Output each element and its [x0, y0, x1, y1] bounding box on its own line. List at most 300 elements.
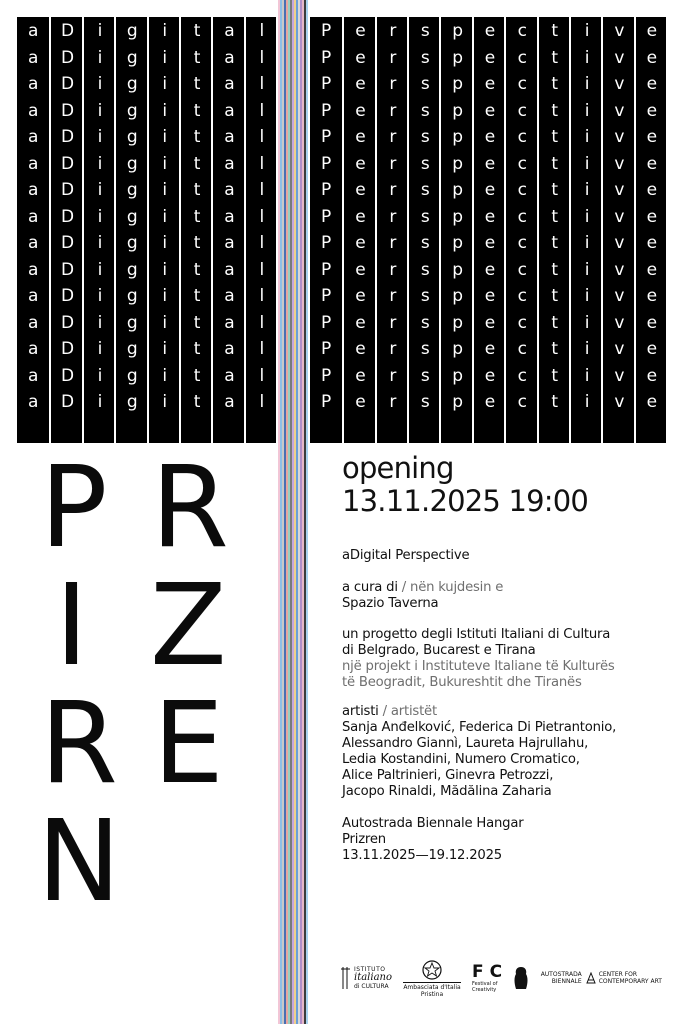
- letter-column: [439, 17, 473, 443]
- letter-cell: a: [224, 100, 235, 121]
- letter-cell: i: [162, 153, 168, 174]
- letter-cell: p: [452, 339, 464, 359]
- letter-cell: l: [259, 365, 265, 386]
- letter-cell: i: [97, 47, 103, 68]
- letter-cell: r: [389, 47, 397, 68]
- letter-cell: t: [551, 392, 559, 412]
- letter-cell: i: [97, 286, 103, 306]
- artists-line: Jacopo Rinaldi, Mădălina Zaharia: [342, 784, 552, 799]
- letter-cell: e: [484, 180, 496, 200]
- letter-cell: p: [452, 365, 464, 386]
- letter-cell: e: [355, 206, 366, 227]
- letter-cell: t: [551, 233, 559, 253]
- letter-cell: v: [614, 365, 625, 386]
- letter-cell: l: [259, 21, 265, 41]
- letter-cell: r: [389, 312, 397, 333]
- letter-cell: e: [646, 233, 658, 253]
- letter-column: [179, 17, 213, 443]
- letter-cell: D: [61, 74, 75, 94]
- venue-name: Autostrada Biennale Hangar: [342, 816, 524, 831]
- letter-cell: p: [452, 180, 464, 200]
- project-line2-sq: të Beogradit, Bukureshtit dhe Tiranës: [342, 675, 582, 690]
- letter-cell: c: [517, 286, 528, 306]
- letter-column: [537, 17, 571, 443]
- letter-cell: t: [551, 180, 559, 200]
- letter-cell: l: [259, 312, 265, 333]
- letter-cell: e: [484, 259, 496, 280]
- letter-cell: l: [259, 392, 265, 412]
- letter-cell: g: [126, 127, 138, 147]
- letter-cell: s: [420, 21, 430, 41]
- letter-cell: v: [614, 259, 625, 280]
- letter-cell: t: [193, 127, 201, 147]
- curator-name: Spazio Taverna: [342, 596, 439, 611]
- letter-cell: P: [321, 365, 332, 386]
- letter-cell: c: [517, 365, 528, 386]
- artists-label-it: artisti: [342, 704, 379, 719]
- letter-cell: v: [614, 153, 625, 174]
- letter-cell: e: [646, 365, 658, 386]
- letter-cell: g: [126, 286, 138, 306]
- letter-cell: e: [484, 339, 496, 359]
- letter-cell: r: [389, 365, 397, 386]
- letter-cell: e: [646, 153, 658, 174]
- letter-column: [114, 17, 148, 443]
- letter-cell: r: [389, 74, 397, 94]
- letter-cell: r: [389, 21, 397, 41]
- letter-cell: e: [646, 21, 658, 41]
- letter-cell: P: [321, 259, 332, 280]
- letter-cell: a: [27, 74, 39, 94]
- curated-label-it: a cura di: [342, 580, 398, 595]
- letter-cell: l: [259, 286, 265, 306]
- letter-cell: t: [193, 392, 201, 412]
- letter-cell: a: [27, 153, 39, 174]
- letter-cell: r: [389, 339, 397, 359]
- letter-cell: t: [193, 21, 201, 41]
- letter-cell: i: [97, 312, 103, 333]
- letter-cell: P: [321, 392, 332, 412]
- letter-cell: p: [452, 47, 464, 68]
- letter-cell: a: [224, 259, 235, 280]
- letter-cell: t: [551, 47, 559, 68]
- letter-cell: i: [162, 74, 168, 94]
- letter-cell: a: [27, 21, 39, 41]
- letter-column: [569, 17, 603, 443]
- letter-column: [17, 17, 49, 443]
- letter-cell: c: [517, 233, 528, 253]
- project-block: [342, 627, 662, 691]
- letter-cell: i: [97, 153, 103, 174]
- letter-cell: a: [224, 286, 235, 306]
- letter-cell: i: [97, 206, 103, 227]
- letter-cell: p: [452, 206, 464, 227]
- letter-cell: P: [321, 21, 332, 41]
- letter-cell: P: [321, 74, 332, 94]
- letter-cell: c: [517, 339, 528, 359]
- letter-cell: r: [389, 392, 397, 412]
- letter-cell: D: [61, 153, 75, 174]
- letter-cell: e: [646, 339, 658, 359]
- letter-cell: e: [355, 286, 366, 306]
- letter-cell: g: [126, 206, 138, 227]
- letter-cell: a: [27, 47, 39, 68]
- letter-cell: i: [584, 259, 590, 280]
- letter-cell: P: [321, 233, 332, 253]
- letter-cell: t: [551, 21, 559, 41]
- letter-cell: r: [389, 153, 397, 174]
- letter-cell: i: [584, 365, 590, 386]
- letter-cell: s: [420, 74, 430, 94]
- letter-cell: t: [193, 153, 201, 174]
- letter-cell: s: [420, 259, 430, 280]
- letter-cell: t: [551, 74, 559, 94]
- letter-cell: i: [162, 312, 168, 333]
- letter-cell: t: [551, 365, 559, 386]
- letter-cell: l: [259, 100, 265, 121]
- letter-cell: i: [584, 74, 590, 94]
- letter-cell: a: [224, 180, 235, 200]
- letter-cell: p: [452, 100, 464, 121]
- letter-cell: p: [452, 312, 464, 333]
- letter-cell: i: [162, 21, 168, 41]
- letter-cell: g: [126, 74, 138, 94]
- letter-cell: e: [355, 100, 366, 121]
- letter-cell: a: [224, 74, 235, 94]
- letter-cell: t: [551, 127, 559, 147]
- letter-cell: s: [420, 206, 430, 227]
- letter-cell: P: [321, 206, 332, 227]
- letter-cell: v: [614, 74, 625, 94]
- letter-cell: i: [584, 233, 590, 253]
- letter-cell: i: [97, 127, 103, 147]
- letter-cell: i: [584, 206, 590, 227]
- letter-cell: v: [614, 392, 625, 412]
- letter-cell: e: [355, 74, 366, 94]
- letter-cell: a: [224, 339, 235, 359]
- letter-cell: t: [193, 233, 201, 253]
- letter-cell: D: [61, 365, 75, 386]
- letter-cell: t: [193, 259, 201, 280]
- letter-cell: e: [484, 153, 496, 174]
- letter-cell: v: [614, 100, 625, 121]
- letter-cell: e: [355, 312, 366, 333]
- letter-cell: l: [259, 180, 265, 200]
- letter-cell: g: [126, 392, 138, 412]
- letter-cell: i: [162, 233, 168, 253]
- letter-cell: s: [420, 153, 430, 174]
- letter-cell: v: [614, 47, 625, 68]
- project-line1-sq: një projekt i Instituteve Italiane të Kulturës: [342, 659, 615, 674]
- letter-cell: c: [517, 127, 528, 147]
- letter-cell: p: [452, 233, 464, 253]
- letter-cell: a: [27, 233, 39, 253]
- letter-cell: l: [259, 206, 265, 227]
- city-letter-r: R: [151, 443, 229, 573]
- letter-cell: t: [193, 365, 201, 386]
- letter-cell: l: [259, 74, 265, 94]
- embassy-logo: Ambasciata d'Italia Pristina: [403, 959, 460, 998]
- letter-cell: e: [355, 153, 366, 174]
- letter-cell: i: [97, 233, 103, 253]
- letter-cell: t: [193, 206, 201, 227]
- letter-cell: g: [126, 153, 138, 174]
- letter-cell: c: [517, 100, 528, 121]
- letter-cell: p: [452, 286, 464, 306]
- opening-datetime: 13.11.2025 19:00: [342, 484, 589, 518]
- figure-silhouette-icon: [513, 965, 529, 991]
- letter-cell: i: [584, 127, 590, 147]
- letter-cell: a: [224, 392, 235, 412]
- letter-column: [601, 17, 635, 443]
- letter-cell: r: [389, 180, 397, 200]
- letter-cell: e: [484, 100, 496, 121]
- letter-cell: g: [126, 259, 138, 280]
- autostrada-logo: AUTOSTRADA BIENNALE CENTER FOR CONTEMPORARY ART: [540, 971, 662, 985]
- letter-cell: i: [162, 392, 168, 412]
- letter-cell: l: [259, 47, 265, 68]
- curated-label-sq: / nën kujdesin e: [397, 580, 504, 595]
- letter-cell: l: [259, 127, 265, 147]
- letter-cell: a: [224, 153, 235, 174]
- letter-cell: i: [584, 47, 590, 68]
- letter-cell: i: [162, 286, 168, 306]
- letter-cell: g: [126, 100, 138, 121]
- letter-cell: i: [162, 339, 168, 359]
- letter-cell: i: [97, 365, 103, 386]
- letter-cell: i: [584, 339, 590, 359]
- letter-cell: l: [259, 259, 265, 280]
- letter-cell: t: [193, 74, 201, 94]
- letter-cell: i: [97, 392, 103, 412]
- city-letter-p: P: [40, 443, 108, 573]
- letter-cell: i: [97, 74, 103, 94]
- letter-cell: s: [420, 392, 430, 412]
- letter-cell: s: [420, 233, 430, 253]
- letter-cell: P: [321, 339, 332, 359]
- iic-logo: ISTITUTO italiano di CULTURA: [340, 965, 392, 991]
- letter-cell: P: [321, 180, 332, 200]
- letter-cell: t: [193, 339, 201, 359]
- letter-cell: i: [97, 339, 103, 359]
- venue-block: [342, 816, 662, 864]
- project-line2-it: di Belgrado, Bucarest e Tirana: [342, 643, 536, 658]
- letter-cell: a: [27, 100, 39, 121]
- letter-cell: t: [551, 100, 559, 121]
- letter-cell: s: [420, 100, 430, 121]
- letter-column: [342, 17, 376, 443]
- letter-cell: g: [126, 47, 138, 68]
- letter-column: [244, 17, 276, 443]
- letter-column: [634, 17, 666, 443]
- letter-cell: D: [61, 259, 75, 280]
- letter-cell: i: [162, 206, 168, 227]
- letter-cell: t: [551, 312, 559, 333]
- letter-cell: e: [646, 206, 658, 227]
- letter-cell: a: [27, 180, 39, 200]
- artists-block: [342, 704, 662, 800]
- city-letter-i: I: [55, 561, 89, 691]
- letter-cell: c: [517, 259, 528, 280]
- letter-cell: a: [224, 206, 235, 227]
- artists-line: Ledia Kostandini, Numero Cromatico,: [342, 752, 580, 767]
- letter-cell: a: [27, 127, 39, 147]
- letter-cell: e: [484, 74, 496, 94]
- letter-cell: p: [452, 21, 464, 41]
- letter-cell: a: [27, 365, 39, 386]
- letter-cell: P: [321, 127, 332, 147]
- letter-cell: p: [452, 259, 464, 280]
- letter-cell: e: [355, 365, 366, 386]
- letter-cell: s: [420, 286, 430, 306]
- letter-cell: s: [420, 180, 430, 200]
- letter-cell: c: [517, 206, 528, 227]
- letter-cell: a: [224, 365, 235, 386]
- letter-cell: e: [355, 180, 366, 200]
- letter-cell: t: [551, 286, 559, 306]
- center-color-stripes: [278, 0, 308, 1024]
- letter-cell: r: [389, 100, 397, 121]
- letter-cell: v: [614, 286, 625, 306]
- letter-column: [49, 17, 83, 443]
- letter-cell: c: [517, 312, 528, 333]
- letter-cell: P: [321, 47, 332, 68]
- letter-cell: t: [193, 47, 201, 68]
- city-letter-n: N: [37, 797, 121, 927]
- letter-column: [407, 17, 441, 443]
- letter-cell: c: [517, 74, 528, 94]
- letter-cell: i: [97, 100, 103, 121]
- letter-cell: l: [259, 339, 265, 359]
- letter-cell: l: [259, 233, 265, 253]
- letter-cell: a: [27, 206, 39, 227]
- letter-cell: e: [646, 286, 658, 306]
- letter-cell: i: [584, 286, 590, 306]
- letter-cell: g: [126, 180, 138, 200]
- letter-cell: e: [646, 259, 658, 280]
- letter-cell: P: [321, 153, 332, 174]
- letter-cell: i: [162, 365, 168, 386]
- city-letter-z: Z: [150, 561, 227, 691]
- letter-cell: i: [97, 21, 103, 41]
- letter-cell: i: [584, 21, 590, 41]
- letter-column: [82, 17, 116, 443]
- venue-city: Prizren: [342, 832, 386, 847]
- letter-cell: e: [355, 259, 366, 280]
- letter-cell: e: [646, 180, 658, 200]
- letter-cell: t: [193, 312, 201, 333]
- letter-cell: i: [97, 180, 103, 200]
- letter-cell: r: [389, 259, 397, 280]
- letter-cell: i: [162, 259, 168, 280]
- letter-cell: D: [61, 180, 75, 200]
- letter-cell: p: [452, 127, 464, 147]
- letter-cell: r: [389, 286, 397, 306]
- letter-cell: P: [321, 100, 332, 121]
- letter-cell: v: [614, 339, 625, 359]
- letter-cell: e: [355, 127, 366, 147]
- letter-cell: i: [584, 392, 590, 412]
- letter-cell: i: [162, 100, 168, 121]
- letter-cell: e: [484, 21, 496, 41]
- letter-cell: a: [224, 21, 235, 41]
- curated-block: [342, 580, 662, 612]
- letter-cell: s: [420, 312, 430, 333]
- letter-column: [147, 17, 181, 443]
- letter-cell: c: [517, 153, 528, 174]
- letter-cell: e: [484, 392, 496, 412]
- letter-cell: g: [126, 233, 138, 253]
- letter-cell: D: [61, 392, 75, 412]
- iic-mark-icon: [340, 965, 352, 991]
- letter-cell: D: [61, 21, 75, 41]
- letter-cell: v: [614, 127, 625, 147]
- letter-column: [211, 17, 245, 443]
- letter-cell: s: [420, 127, 430, 147]
- letter-cell: e: [646, 392, 658, 412]
- artists-line: Alessandro Giannì, Laureta Hajrullahu,: [342, 736, 589, 751]
- letter-column: [504, 17, 538, 443]
- letter-cell: i: [162, 127, 168, 147]
- letter-cell: e: [484, 365, 496, 386]
- letter-cell: D: [61, 100, 75, 121]
- letter-cell: D: [61, 47, 75, 68]
- letter-cell: D: [61, 339, 75, 359]
- letter-cell: i: [584, 153, 590, 174]
- letter-cell: e: [355, 233, 366, 253]
- sponsor-logos: [340, 958, 662, 998]
- letter-cell: g: [126, 339, 138, 359]
- letter-cell: t: [551, 339, 559, 359]
- letter-cell: e: [484, 206, 496, 227]
- letter-cell: r: [389, 127, 397, 147]
- letter-cell: D: [61, 127, 75, 147]
- letter-cell: i: [584, 312, 590, 333]
- letter-cell: D: [61, 312, 75, 333]
- opening-block: [342, 452, 588, 518]
- letter-cell: s: [420, 365, 430, 386]
- letter-column: [472, 17, 506, 443]
- letter-cell: v: [614, 21, 625, 41]
- letter-cell: e: [646, 100, 658, 121]
- letter-cell: t: [193, 286, 201, 306]
- adigital-letter-grid: [17, 17, 276, 443]
- city-letter-e: E: [153, 679, 224, 809]
- cca-mark-icon: [586, 972, 596, 984]
- color-stripe: [306, 0, 308, 1024]
- letter-cell: a: [27, 312, 39, 333]
- letter-cell: e: [484, 312, 496, 333]
- project-line1-it: un progetto degli Istituti Italiani di Cultura: [342, 627, 611, 642]
- letter-cell: v: [614, 206, 625, 227]
- letter-cell: c: [517, 392, 528, 412]
- letter-cell: i: [584, 100, 590, 121]
- letter-cell: P: [321, 286, 332, 306]
- letter-cell: s: [420, 47, 430, 68]
- letter-cell: s: [420, 339, 430, 359]
- letter-cell: c: [517, 47, 528, 68]
- city-letter-r2: R: [40, 679, 118, 809]
- letter-cell: a: [224, 233, 235, 253]
- letter-cell: e: [646, 47, 658, 68]
- letter-cell: e: [484, 233, 496, 253]
- letter-cell: a: [27, 286, 39, 306]
- letter-cell: e: [484, 286, 496, 306]
- letter-cell: i: [97, 259, 103, 280]
- letter-cell: g: [126, 365, 138, 386]
- letter-cell: a: [27, 392, 39, 412]
- letter-cell: i: [584, 180, 590, 200]
